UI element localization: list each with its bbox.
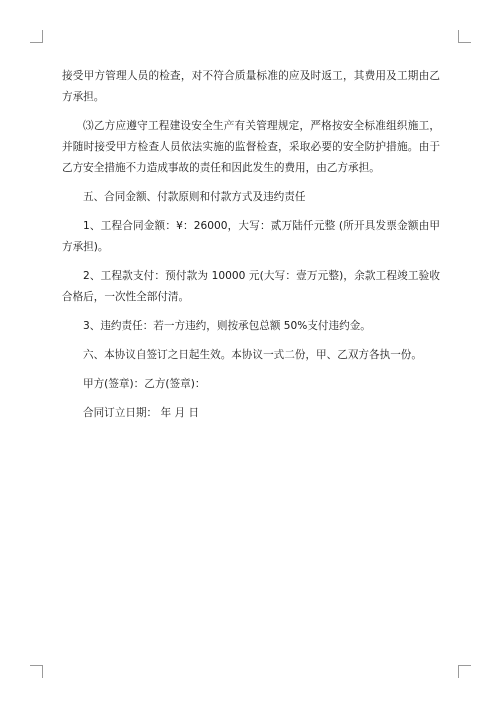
- paragraph-contract-amount: 1、工程合同金额：¥：26000，大写：贰万陆仟元整 (所开具发票金额由甲方承担)。: [62, 220, 440, 253]
- document-body: [62, 66, 440, 432]
- paragraph-breach-liability: 3、违约责任：若一方违约，则按承包总额 50%支付违约金。: [83, 320, 371, 332]
- section-heading-contract-amount: 五、合同金额、付款原则和付款方式及违约责任: [83, 191, 306, 203]
- crop-mark-top-left: [30, 30, 43, 43]
- crop-mark-top-right: [458, 30, 471, 43]
- paragraph-payment: 2、工程款支付：预付款为 10000 元(大写：壹万元整)，余款工程竣工验收合格后，一次性全部付清。: [62, 270, 440, 303]
- crop-mark-bottom-left: [30, 665, 43, 678]
- paragraph-quality-inspection: 接受甲方管理人员的检查，对不符合质量标准的应及时返工，其费用及工期由乙方承担。: [62, 70, 440, 103]
- paragraph-effective-date: 六、本协议自签订之日起生效。本协议一式二份，甲、乙双方各执一份。: [83, 349, 422, 361]
- contract-date-line: 合同订立日期： 年 月 日: [83, 407, 200, 419]
- paragraph-safety-rules: ⑶乙方应遵守工程建设安全生产有关管理规定，严格按安全标准组织施工，并随时接受甲方检查人员依法实施的监督检查，采取必要的安全防护措施。由于乙方安全措施不力造成事故的责任和因此发生的费用，由乙方承担。: [62, 120, 440, 174]
- signature-line: 甲方(签章)：乙方(签章)：: [83, 378, 206, 390]
- crop-mark-bottom-right: [458, 665, 471, 678]
